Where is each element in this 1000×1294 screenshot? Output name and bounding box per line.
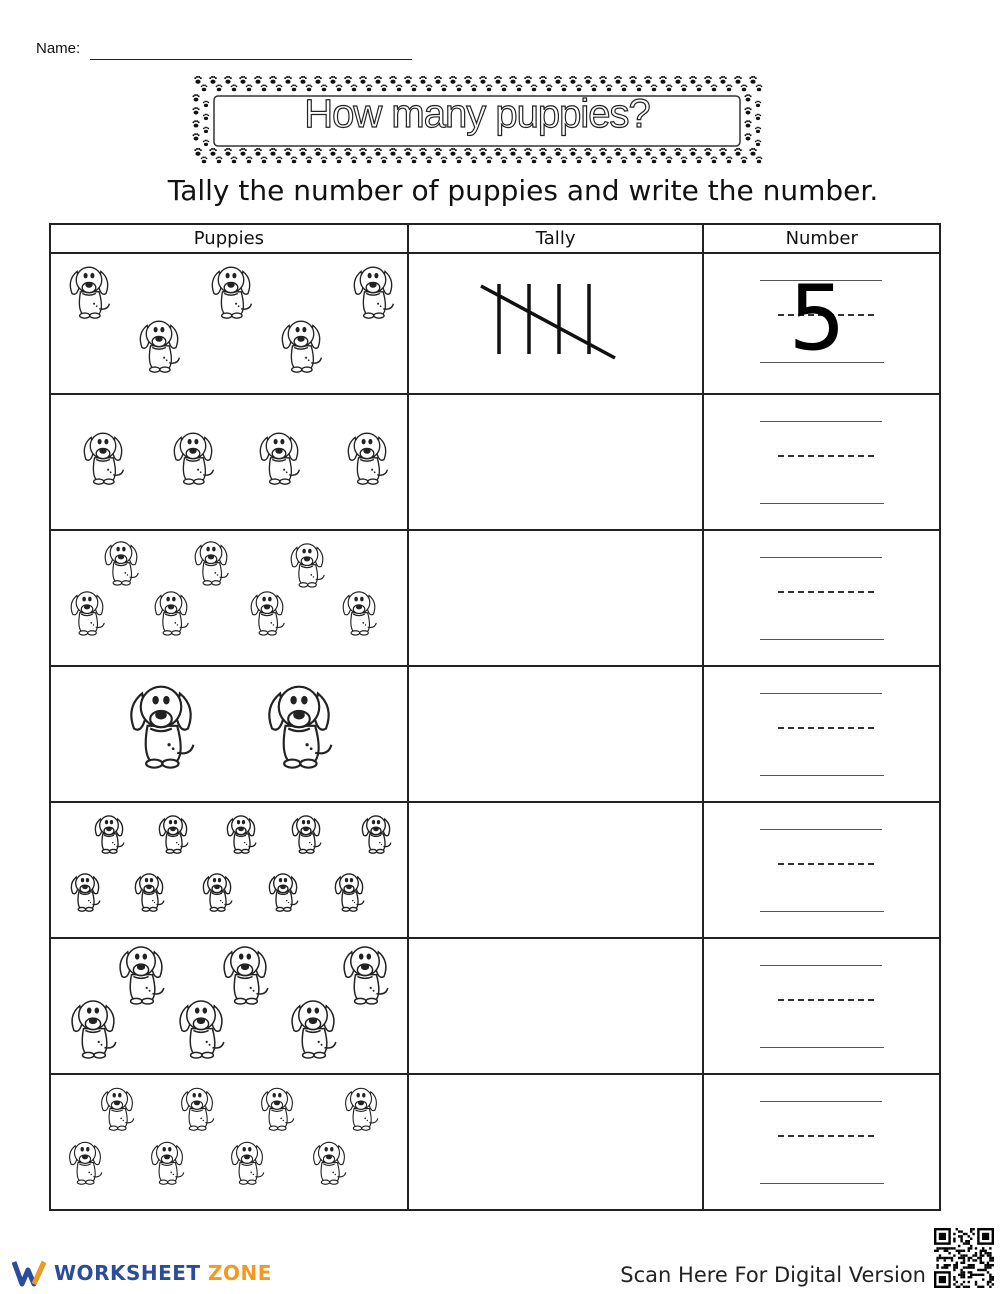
guide-mid-dashed-line xyxy=(778,1135,874,1137)
table-row xyxy=(50,938,940,1074)
tally-cell[interactable] xyxy=(408,802,704,938)
puppies-cell xyxy=(50,253,408,394)
table-row xyxy=(50,802,940,938)
puppy-icon xyxy=(251,592,284,635)
puppy-icon xyxy=(292,816,321,853)
handwriting-guide xyxy=(760,1075,884,1209)
puppy-icon xyxy=(195,542,228,585)
table-row xyxy=(50,530,940,666)
number-cell[interactable] xyxy=(703,666,940,802)
puppies-illustration xyxy=(51,803,408,937)
table-row xyxy=(50,666,940,802)
puppy-icon xyxy=(269,874,298,911)
tally-cell[interactable] xyxy=(408,253,704,394)
table-row xyxy=(50,394,940,530)
number-cell[interactable] xyxy=(703,938,940,1074)
puppies-cell xyxy=(50,666,408,802)
puppy-icon xyxy=(335,874,364,911)
puppy-icon xyxy=(282,321,321,372)
table-row xyxy=(50,1074,940,1210)
guide-mid-dashed-line xyxy=(778,455,874,457)
puppy-icon xyxy=(159,816,188,853)
puppies-cell xyxy=(50,530,408,666)
puppy-icon xyxy=(269,687,331,768)
puppy-icon xyxy=(95,816,124,853)
guide-baseline xyxy=(760,503,884,504)
answer-number: 5 xyxy=(788,266,846,371)
number-cell[interactable] xyxy=(703,253,940,394)
puppies-illustration xyxy=(51,257,408,391)
puppies-cell xyxy=(50,802,408,938)
logo-text-accent: ZONE xyxy=(208,1261,272,1285)
puppy-icon xyxy=(314,1142,346,1184)
guide-mid-dashed-line xyxy=(778,863,874,865)
guide-mid-dashed-line xyxy=(778,727,874,729)
handwriting-guide xyxy=(760,939,884,1073)
puppy-icon xyxy=(343,592,376,635)
puppy-icon xyxy=(354,267,393,318)
guide-baseline xyxy=(760,1047,884,1048)
puppy-icon xyxy=(346,1088,378,1130)
tally-cross-stroke xyxy=(481,286,615,358)
guide-top-line xyxy=(760,829,882,830)
tally-cell[interactable] xyxy=(408,394,704,530)
puppies-cell xyxy=(50,394,408,530)
worksheet-zone-logo xyxy=(12,1258,272,1288)
puppy-icon xyxy=(84,433,123,484)
puppies-illustration xyxy=(51,667,408,801)
puppy-icon xyxy=(291,544,324,587)
handwriting-guide xyxy=(760,395,884,529)
guide-top-line xyxy=(760,693,882,694)
name-field[interactable] xyxy=(90,59,412,60)
puppy-icon xyxy=(71,874,100,911)
puppy-icon xyxy=(362,816,391,853)
puppy-icon xyxy=(344,947,388,1004)
column-header-number: Number xyxy=(703,224,940,253)
guide-baseline xyxy=(760,911,884,912)
puppy-icon xyxy=(135,874,164,911)
guide-mid-dashed-line xyxy=(778,999,874,1001)
qr-code-icon[interactable] xyxy=(934,1228,994,1288)
tally-marks xyxy=(409,254,704,388)
title-banner xyxy=(188,70,766,170)
puppy-icon xyxy=(71,592,104,635)
logo-text-main: WORKSHEET xyxy=(54,1261,201,1285)
puppies-illustration xyxy=(51,531,408,665)
puppies-illustration xyxy=(51,395,408,529)
puppies-illustration xyxy=(51,939,408,1073)
puppy-icon xyxy=(70,1142,102,1184)
puppy-icon xyxy=(140,321,179,372)
puppy-icon xyxy=(232,1142,264,1184)
tally-cell[interactable] xyxy=(408,530,704,666)
puppy-icon xyxy=(174,433,213,484)
puppy-icon xyxy=(131,687,193,768)
handwriting-guide xyxy=(760,667,884,801)
handwriting-guide xyxy=(760,531,884,665)
puppy-icon xyxy=(224,947,268,1004)
puppy-icon xyxy=(260,433,299,484)
guide-baseline xyxy=(760,775,884,776)
guide-top-line xyxy=(760,1101,882,1102)
puppy-icon xyxy=(155,592,188,635)
puppy-icon xyxy=(262,1088,294,1130)
puppy-icon xyxy=(203,874,232,911)
tally-cell[interactable] xyxy=(408,1074,704,1210)
guide-top-line xyxy=(760,421,882,422)
puppy-icon xyxy=(227,816,256,853)
tally-cell[interactable] xyxy=(408,938,704,1074)
number-cell[interactable] xyxy=(703,1074,940,1210)
table-row xyxy=(50,253,940,394)
column-header-tally: Tally xyxy=(408,224,704,253)
name-label: Name: xyxy=(36,40,81,57)
guide-baseline xyxy=(760,639,884,640)
number-cell[interactable] xyxy=(703,802,940,938)
puppies-illustration xyxy=(51,1075,408,1209)
puppy-icon xyxy=(180,1001,224,1058)
puppy-icon xyxy=(152,1142,184,1184)
logo-w-icon xyxy=(12,1258,48,1288)
scan-caption: Scan Here For Digital Version xyxy=(620,1263,926,1287)
puppy-icon xyxy=(182,1088,214,1130)
guide-baseline xyxy=(760,1183,884,1184)
guide-top-line xyxy=(760,557,882,558)
handwriting-guide xyxy=(760,254,884,393)
handwriting-guide xyxy=(760,803,884,937)
number-cell[interactable] xyxy=(703,394,940,530)
puppy-icon xyxy=(292,1001,336,1058)
number-cell[interactable] xyxy=(703,530,940,666)
puppy-icon xyxy=(105,542,138,585)
puppy-icon xyxy=(120,947,164,1004)
puppy-icon xyxy=(70,267,109,318)
puppy-icon xyxy=(212,267,251,318)
puppy-icon xyxy=(102,1088,134,1130)
instructions: Tally the number of puppies and write the number. xyxy=(167,174,879,207)
tally-table xyxy=(49,223,941,1211)
puppies-cell xyxy=(50,938,408,1074)
guide-top-line xyxy=(760,965,882,966)
tally-cell[interactable] xyxy=(408,666,704,802)
page-title: How many puppies? xyxy=(304,92,650,136)
puppy-icon xyxy=(72,1001,116,1058)
guide-mid-dashed-line xyxy=(778,591,874,593)
puppies-cell xyxy=(50,1074,408,1210)
puppy-icon xyxy=(348,433,387,484)
column-header-puppies: Puppies xyxy=(50,224,408,253)
